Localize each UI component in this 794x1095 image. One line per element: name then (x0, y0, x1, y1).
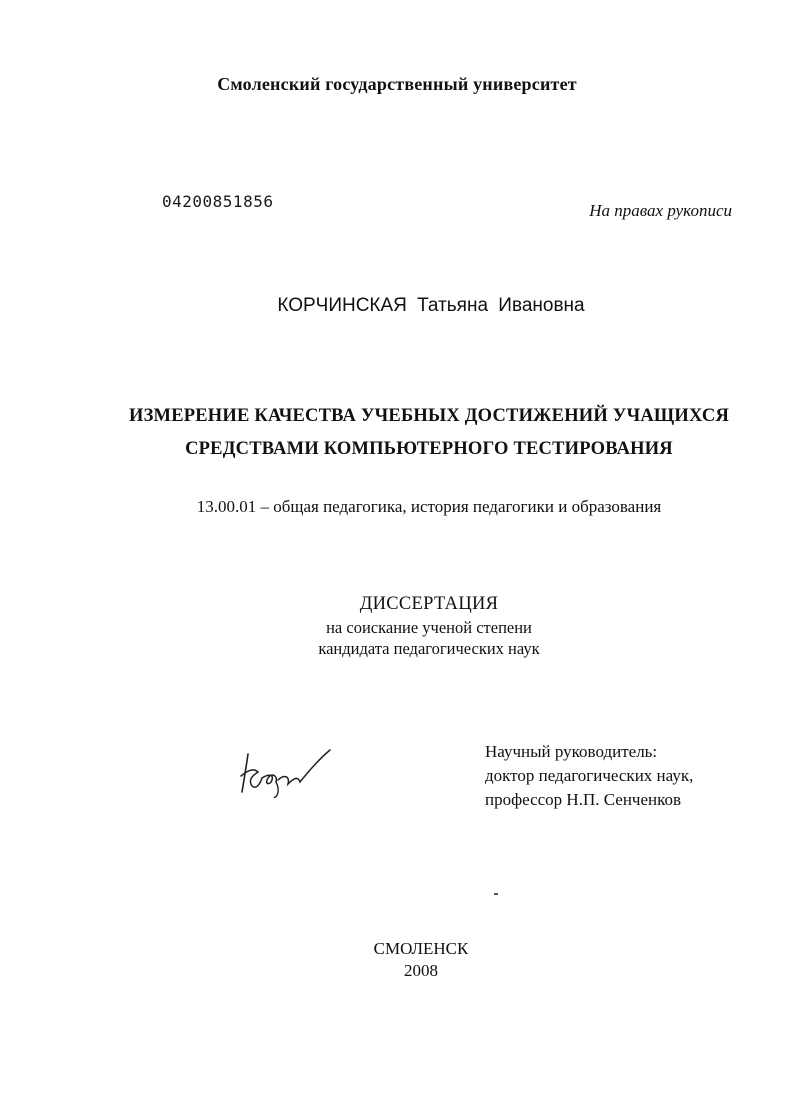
scientific-advisor (485, 740, 693, 812)
title-line-1: ИЗМЕРЕНИЕ КАЧЕСТВА УЧЕБНЫХ ДОСТИЖЕНИЙ УЧАЩИХСЯ (129, 406, 729, 426)
advisor-label: Научный руководитель: (485, 742, 658, 761)
university-name: Смоленский государственный университет (217, 74, 577, 94)
manuscript-note: На правах рукописи (589, 201, 732, 220)
author-name: КОРЧИНСКАЯ Татьяна Ивановна (277, 295, 585, 316)
dissertation-type (0, 592, 794, 659)
advisor-degree: доктор педагогических наук, (485, 766, 694, 785)
city: СМОЛЕНСК (373, 939, 469, 958)
advisor-name: профессор Н.П. Сенченков (485, 790, 682, 809)
catalog-number: 04200851856 (162, 192, 274, 211)
scan-speck (494, 893, 498, 895)
dissertation-title (0, 400, 794, 466)
dissertation-heading: ДИССЕРТАЦИЯ (359, 594, 499, 614)
degree-line-2: кандидата педагогических наук (318, 639, 540, 658)
signature-icon (238, 746, 334, 798)
specialty-code: 13.00.01 – общая педагогика, история педагогики и образования (196, 497, 662, 516)
title-line-2: СРЕДСТВАМИ КОМПЬЮТЕРНОГО ТЕСТИРОВАНИЯ (185, 439, 673, 459)
degree-line-1: на соискание ученой степени (326, 618, 532, 637)
year: 2008 (404, 961, 438, 980)
place-and-year (0, 938, 794, 982)
